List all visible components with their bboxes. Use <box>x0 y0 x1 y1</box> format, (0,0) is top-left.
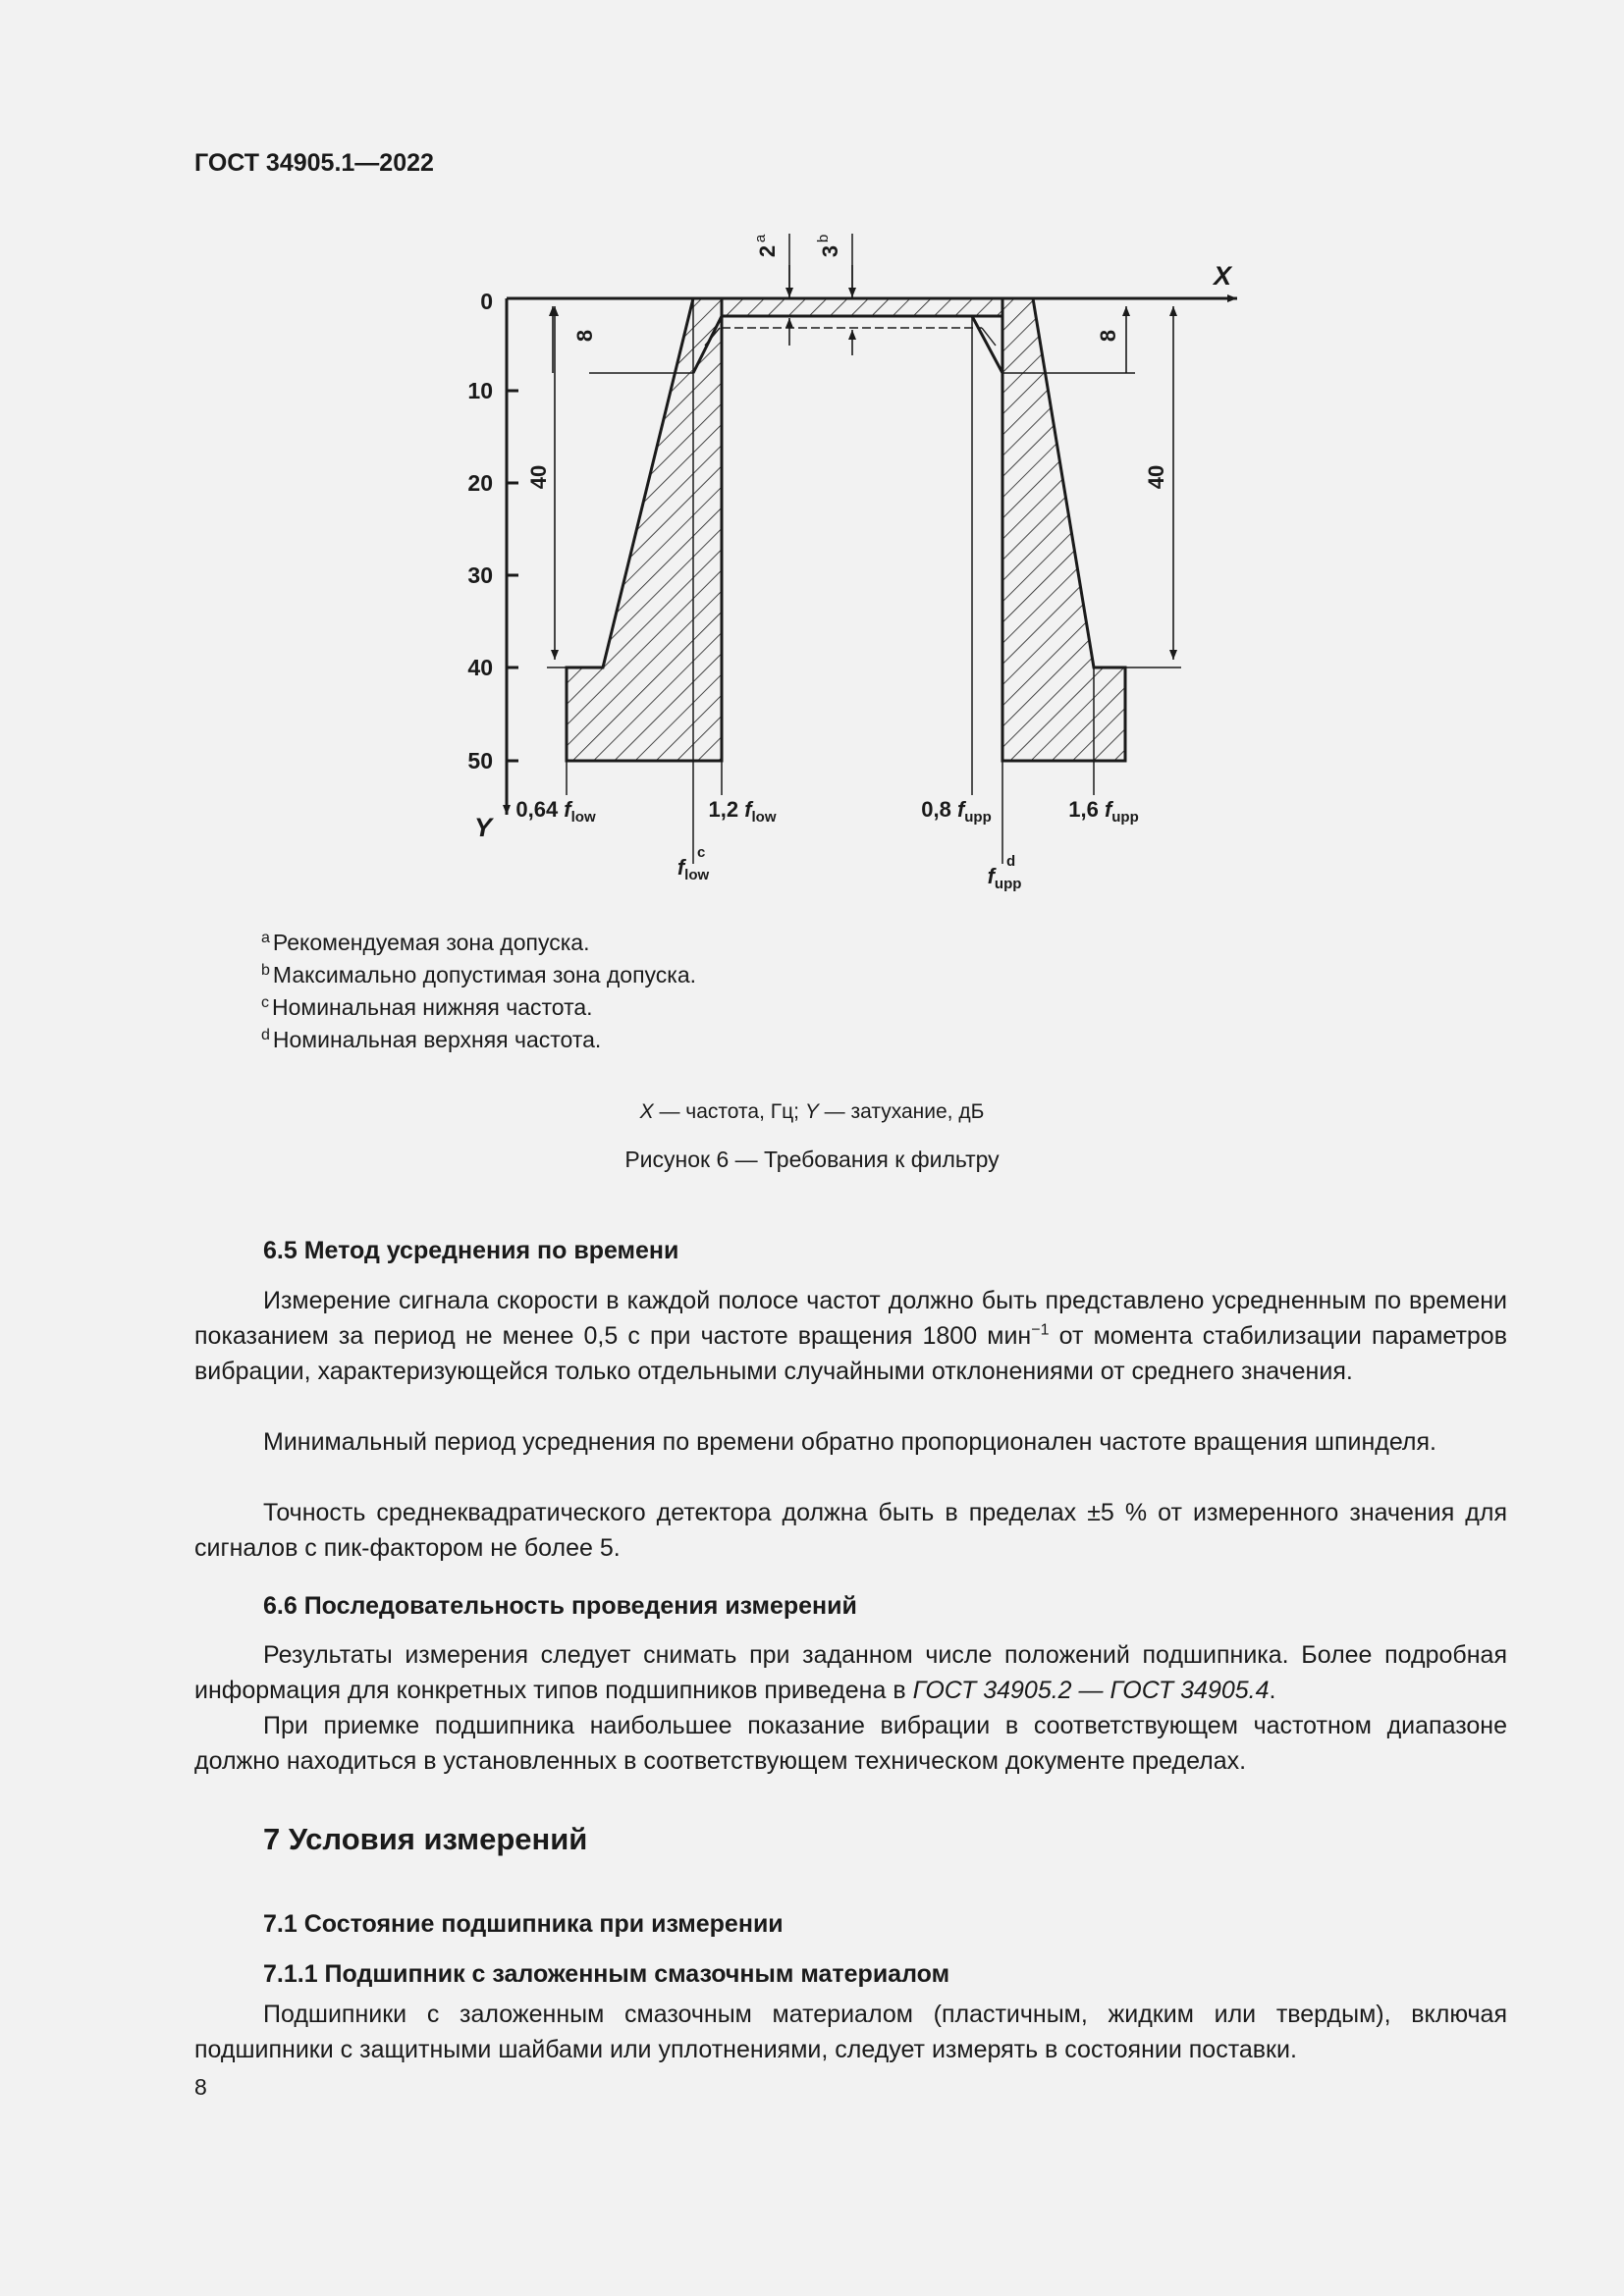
filter-requirements-figure <box>0 0 1624 923</box>
paragraph: Точность среднеквадратического детектора должна быть в пределах ±5 % от измеренного значения для сигналов с пик-фактором не более 5. <box>194 1499 1507 1562</box>
note-b-mark: b <box>815 234 832 243</box>
y-tick-label: 50 <box>467 748 493 774</box>
footnote: $^c$ Номинальная нижняя частота. <box>261 994 593 1020</box>
note-d-mark: d <box>1006 853 1016 870</box>
freq-label-16-fupp: 1,6 $f_{upp}$ <box>1068 797 1139 826</box>
y-axis-ticks <box>507 391 518 761</box>
y-tick-label: 40 <box>467 655 493 680</box>
tolerance-zone-left <box>567 298 722 761</box>
paragraph: При приемке подшипника наибольшее показание вибрации в соответствующем частотном диапазоне должно находиться в установленных в соответствующем техническом документе пределах. <box>194 1712 1507 1775</box>
freq-label-064-flow: 0,64 $f_{low}$ <box>515 797 596 826</box>
paragraph: Подшипники с заложенным смазочным материалом (пластичным, жидким или твердым), включая подшипники с защитными шайбами или уплотнениями, следует измерять в состоянии поставки. <box>194 2001 1507 2063</box>
dim-8-right: 8 <box>1096 329 1120 343</box>
footnote: $^d$ Номинальная верхняя частота. <box>261 1027 602 1052</box>
document-code: ГОСТ 34905.1—2022 <box>194 149 434 177</box>
note-a-mark: a <box>752 234 769 243</box>
y-tick-label: 30 <box>467 562 493 588</box>
freq-label-flow: $f_{low}$ <box>677 855 710 883</box>
y-tick-label: 0 <box>480 289 493 314</box>
section-7-title: 7 Условия измерений <box>263 1822 588 1856</box>
y-axis-label: Y <box>474 813 493 842</box>
paragraph: Результаты измерения следует снимать при заданном числе положений подшипника. Более подробная информация для конкретных типов подшипников приведена в ГОСТ 34905.2 — ГОСТ 34905.4. <box>194 1641 1507 1704</box>
section-6-5-title: 6.5 Метод усреднения по времени <box>263 1237 679 1264</box>
y-tick-label: 10 <box>467 378 493 403</box>
footnote: $^b$ Максимально допустимая зона допуска. <box>261 962 697 988</box>
note-c-mark: c <box>697 844 706 861</box>
tolerance-zone-top <box>722 298 1002 316</box>
section-6-6-title: 6.6 Последовательность проведения измерений <box>263 1592 857 1620</box>
freq-label-08-fupp: 0,8 $f_{upp}$ <box>921 797 992 826</box>
dim-3-label: 3 <box>818 244 842 258</box>
freq-label-12-flow: 1,2 $f_{low}$ <box>708 797 777 826</box>
footnote: $^a$ Рекомендуемая зона допуска. <box>261 930 590 955</box>
x-axis-label: X <box>1214 261 1232 291</box>
inner-boundary <box>693 316 1002 373</box>
paragraph: Минимальный период усреднения по времени обратно пропорционален частоте вращения шпинделя. <box>263 1428 1436 1456</box>
figure-caption: Рисунок 6 — Требования к фильтру <box>624 1147 1000 1172</box>
dim-40-left: 40 <box>526 464 551 490</box>
tolerance-zone-right <box>1002 298 1125 761</box>
freq-label-fupp: $f_{upp}$ <box>987 864 1022 892</box>
dim-8-left: 8 <box>572 329 597 343</box>
dim-40-right: 40 <box>1144 464 1168 490</box>
page-number: 8 <box>194 2074 207 2100</box>
section-7-1-title: 7.1 Состояние подшипника при измерении <box>263 1910 784 1938</box>
section-7-1-1-title: 7.1.1 Подшипник с заложенным смазочным материалом <box>263 1960 950 1988</box>
y-tick-label: 20 <box>467 470 493 496</box>
figure-legend: X — частота, Гц; Y — затухание, дБ <box>639 1100 985 1123</box>
dim-2-label: 2 <box>755 244 780 258</box>
paragraph: Измерение сигнала скорости в каждой полосе частот должно быть представлено усредненным по времени показанием за период не менее 0,5 с при частоте вращения 1800 мин$^{-1}$ от момента стабилизации параметров вибрации, характеризующейся только отдельными случайными отклонениями от среднего значения. <box>194 1287 1507 1385</box>
